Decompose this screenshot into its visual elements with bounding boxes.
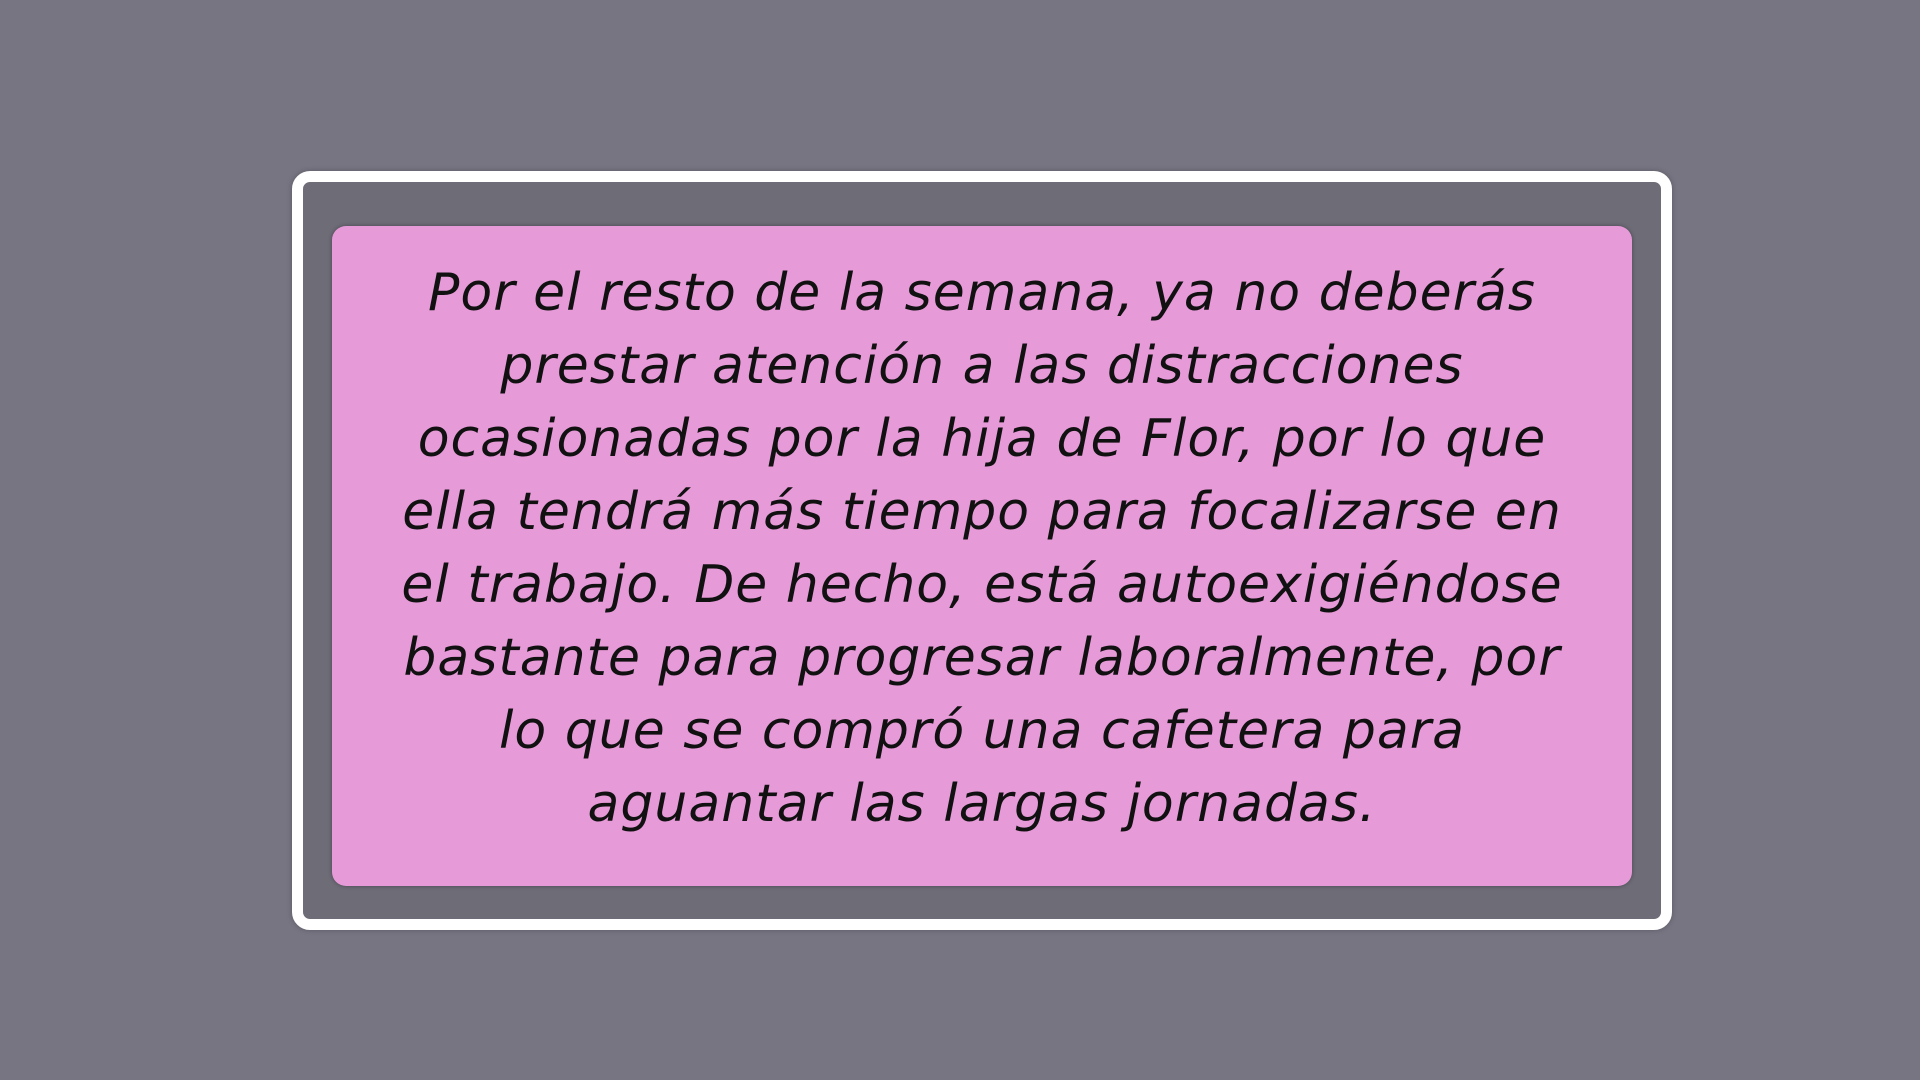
dialogue-text: Por el resto de la semana, ya no deberás prestar atención a las distracciones ocasionadas por la hija de Flor, por lo que ella tendrá más tiempo para focalizarse en el trabajo. De hecho, está autoexigiéndose bastante para progresar laboralmente, por lo que se compró una cafetera para aguantar las largas jornadas. — [401, 263, 1563, 834]
dialogue-box[interactable] — [332, 226, 1632, 886]
